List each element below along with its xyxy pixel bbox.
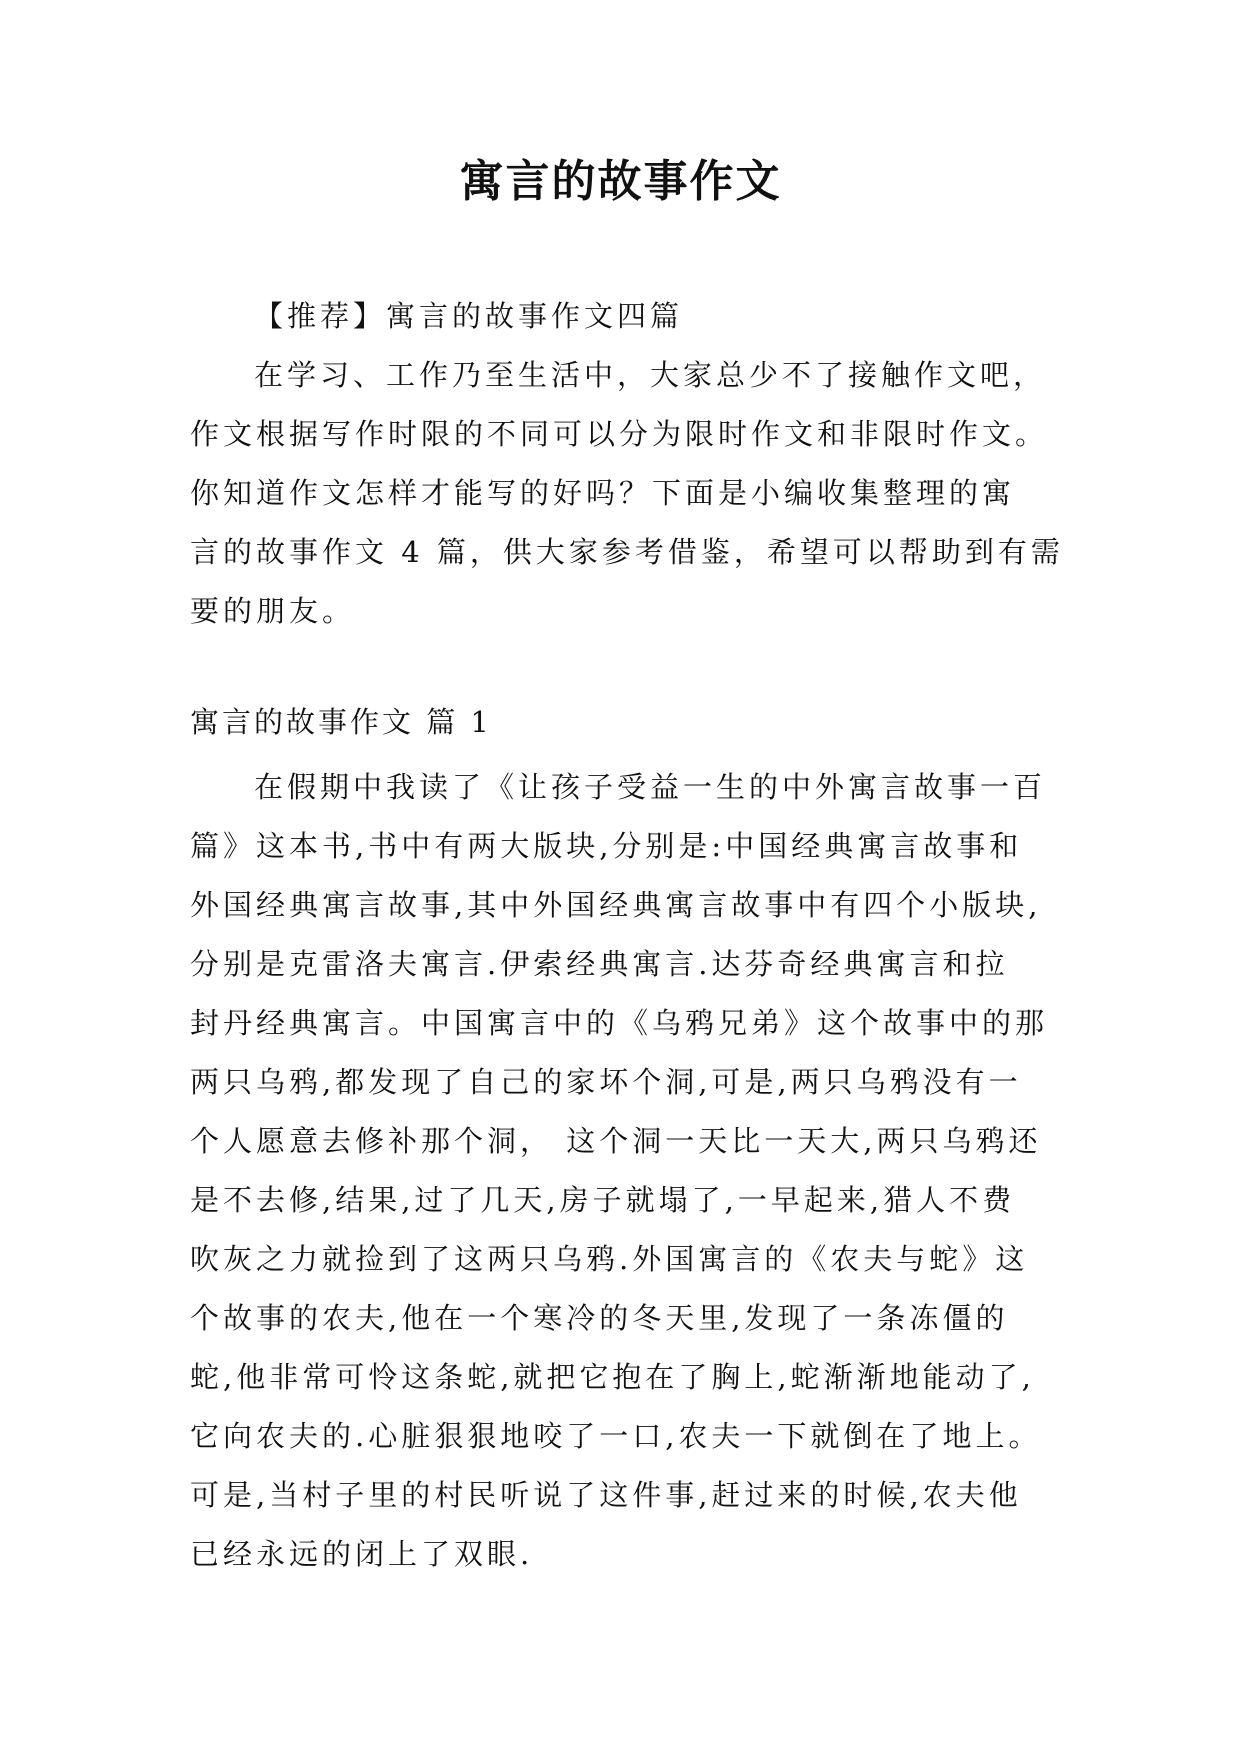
intro-line: 言的故事作文 4 篇，供大家参考借鉴，希望可以帮助到有需 bbox=[190, 535, 1064, 569]
intro-line: 要的朋友。 bbox=[190, 594, 356, 628]
intro-line: 作文根据写作时限的不同可以分为限时作文和非限时作文。 bbox=[190, 417, 1049, 451]
essay-line: 可是,当村子里的村民听说了这件事,赶过来的时候,农夫他 bbox=[190, 1478, 1022, 1512]
essay-line: 篇》这本书,书中有两大版块,分别是:中国经典寓言故事和 bbox=[190, 829, 1023, 863]
recommend-line: 【推荐】寓言的故事作文四篇 bbox=[254, 299, 684, 333]
essay-line: 在假期中我读了《让孩子受益一生的中外寓言故事一百 bbox=[254, 770, 1047, 804]
essay-line: 封丹经典寓言。中国寓言中的《乌鸦兄弟》这个故事中的那 bbox=[190, 1006, 1049, 1040]
essay-line: 外国经典寓言故事,其中外国经典寓言故事中有四个小版块, bbox=[190, 888, 1042, 922]
essay-line: 分别是克雷洛夫寓言.伊索经典寓言.达芬奇经典寓言和拉 bbox=[190, 947, 1009, 981]
document-title: 寓言的故事作文 bbox=[459, 156, 782, 207]
essay-line: 个故事的农夫,他在一个寒冷的冬天里,发现了一条冻僵的 bbox=[190, 1301, 1009, 1335]
essay-block bbox=[190, 758, 1050, 1584]
essay-line: 已经永远的闭上了双眼. bbox=[190, 1537, 534, 1571]
intro-line: 你知道作文怎样才能写的好吗？下面是小编收集整理的寓 bbox=[190, 476, 1016, 510]
essay-line: 吹灰之力就捡到了这两只乌鸦.外国寓言的《农夫与蛇》这 bbox=[190, 1242, 1029, 1276]
essay-line: 个人愿意去修补那个洞， 这个洞一天比一天大,两只乌鸦还 bbox=[190, 1124, 1042, 1158]
intro-line: 在学习、工作乃至生活中，大家总少不了接触作文吧， bbox=[254, 358, 1047, 392]
essay-line: 两只乌鸦,都发现了自己的家坏个洞,可是,两只乌鸦没有一 bbox=[190, 1065, 1022, 1099]
essay-line: 蛇,他非常可怜这条蛇,就把它抱在了胸上,蛇渐渐地能动了, bbox=[190, 1360, 1035, 1394]
essay-line: 它向农夫的.心脏狠狠地咬了一口,农夫一下就倒在了地上。 bbox=[190, 1419, 1042, 1453]
essay-line: 是不去修,结果,过了几天,房子就塌了,一早起来,猎人不费 bbox=[190, 1183, 1016, 1217]
section-heading: 寓言的故事作文 篇 1 bbox=[190, 705, 492, 739]
intro-block bbox=[190, 287, 1064, 641]
